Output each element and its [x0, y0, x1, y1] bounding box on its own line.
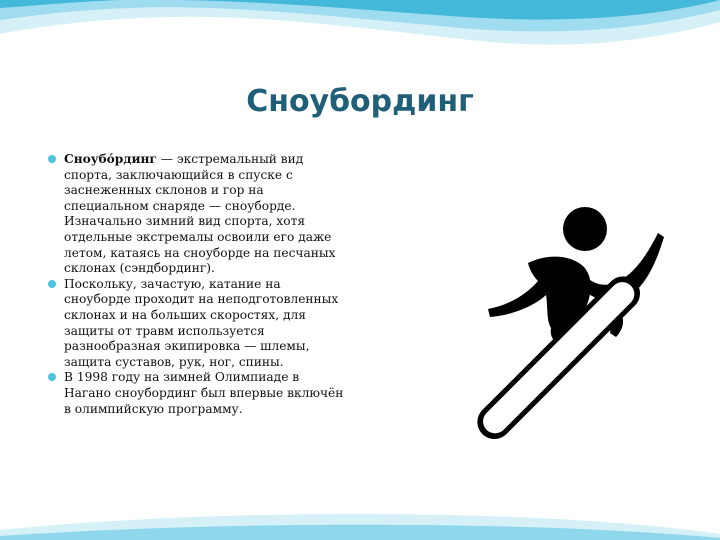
- bullet-list: [34, 152, 344, 417]
- top-wave-decoration: [0, 0, 720, 80]
- bullet-dot-icon: [48, 373, 56, 381]
- bullet-text: — экстремальный вид спорта, заключающийся в спуске с заснеженных склонов и гор на специальном снаряде — сноуборде. Изначально зимний вид спорта, хотя отдельные экстремалы освоили его даже летом, катаясь на сноуборде на песчаных склонах (сэндбординг).: [64, 152, 336, 276]
- bullet-text: В 1998 году на зимней Олимпиаде в Нагано сноубординг был впервые включён в олимпийскую программу.: [64, 370, 344, 416]
- snowboarder-pictogram-icon: [468, 205, 678, 445]
- slide-title: Сноубординг: [246, 84, 474, 119]
- bullet-item: [34, 152, 344, 277]
- bullet-dot-icon: [48, 280, 56, 288]
- bullet-text: Поскольку, зачастую, катание на сноуборде проходит на неподготовленных склонах и на больших скоростях, для защиты от травм используется разнообразная экипировка — шлемы, защита суставов, рук, ног, спины.: [64, 276, 339, 369]
- bottom-wave-decoration: [0, 500, 720, 540]
- bullet-dot-icon: [48, 155, 56, 163]
- bullet-item: [34, 277, 344, 371]
- bullet-item: [34, 370, 344, 417]
- term-snowboarding: Сноубо́рдинг: [64, 152, 157, 166]
